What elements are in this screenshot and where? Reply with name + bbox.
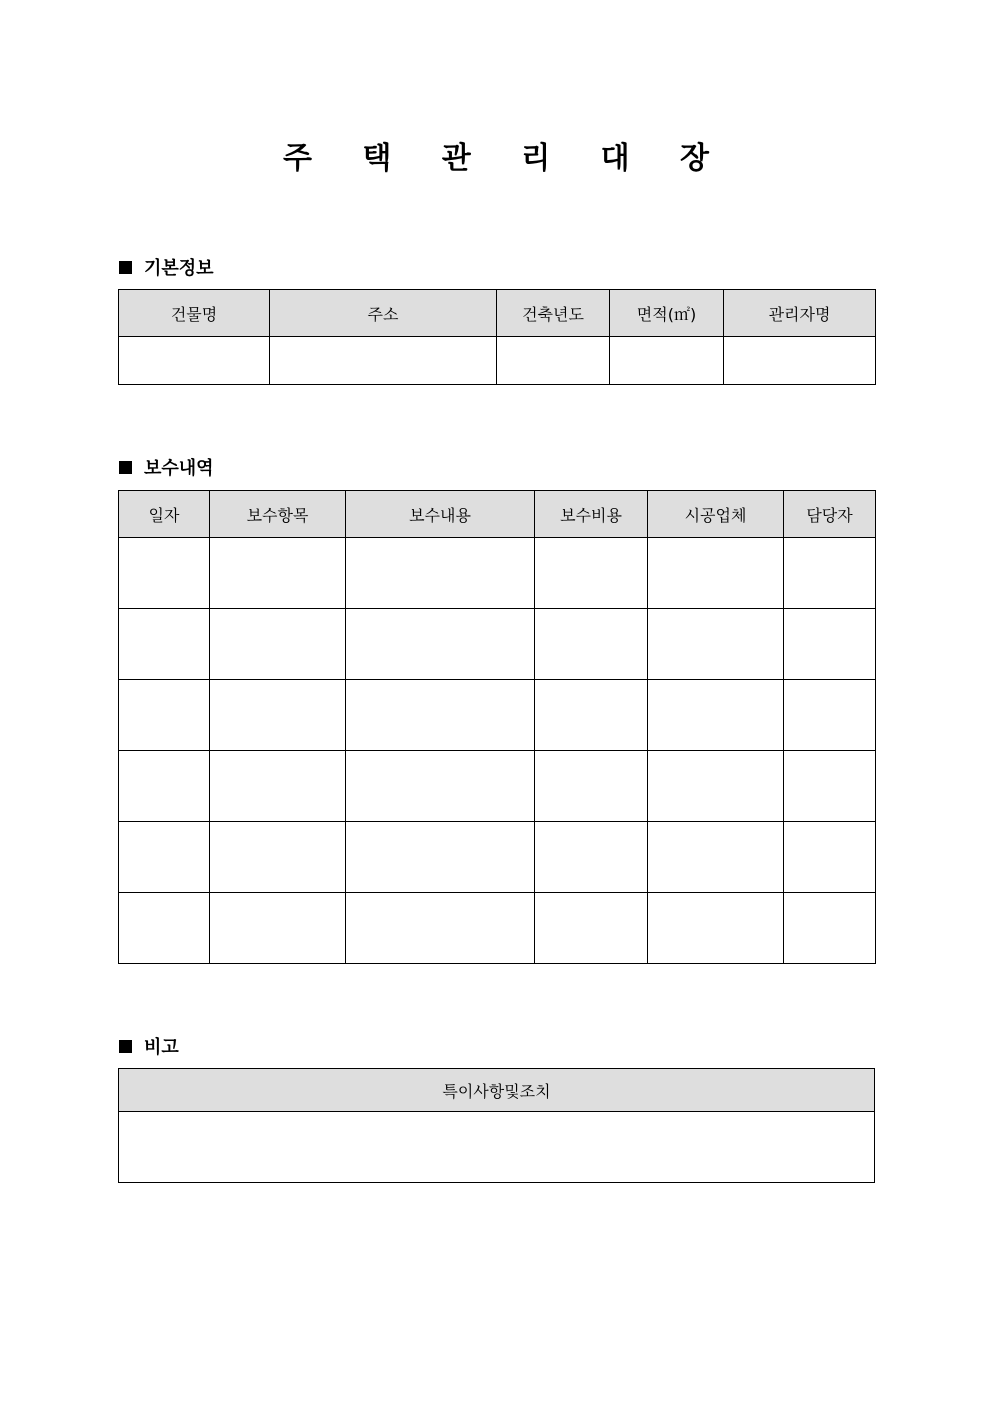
- repair-history-table: [118, 490, 876, 964]
- basic-info-table: [118, 289, 876, 385]
- contractor-cell[interactable]: [648, 680, 784, 751]
- repair-details-cell[interactable]: [346, 538, 535, 609]
- table-row: [119, 609, 876, 680]
- repair-cost-cell[interactable]: [535, 822, 648, 893]
- table-row: [119, 751, 876, 822]
- table-row: [119, 680, 876, 751]
- column-header-special-notes: 특이사항및조치: [119, 1069, 875, 1112]
- column-header-contractor: 시공업체: [648, 491, 784, 538]
- table-row: [119, 893, 876, 964]
- date-cell[interactable]: [119, 609, 210, 680]
- column-header-person-in-charge: 담당자: [784, 491, 876, 538]
- column-header-repair-cost: 보수비용: [535, 491, 648, 538]
- column-header-build-year: 건축년도: [497, 290, 610, 337]
- table-header-row: [119, 491, 876, 538]
- table-row: [119, 538, 876, 609]
- date-cell[interactable]: [119, 893, 210, 964]
- square-bullet-icon: [119, 261, 132, 274]
- document-title: 주 택 관 리 대 장: [282, 141, 730, 176]
- person-in-charge-cell[interactable]: [784, 680, 876, 751]
- contractor-cell[interactable]: [648, 822, 784, 893]
- section-heading-label: 비고: [144, 1037, 179, 1058]
- contractor-cell[interactable]: [648, 751, 784, 822]
- section-heading-basic-info: [119, 254, 214, 280]
- remarks-table: [118, 1068, 875, 1183]
- repair-cost-cell[interactable]: [535, 751, 648, 822]
- repair-item-cell[interactable]: [210, 893, 346, 964]
- repair-item-cell[interactable]: [210, 538, 346, 609]
- table-header-row: [119, 1069, 875, 1112]
- repair-item-cell[interactable]: [210, 822, 346, 893]
- area-cell[interactable]: [610, 337, 724, 385]
- table-row: [119, 337, 876, 385]
- repair-cost-cell[interactable]: [535, 538, 648, 609]
- person-in-charge-cell[interactable]: [784, 751, 876, 822]
- repair-cost-cell[interactable]: [535, 609, 648, 680]
- repair-details-cell[interactable]: [346, 751, 535, 822]
- section-heading-label: 보수내역: [144, 458, 214, 479]
- column-header-address: 주소: [270, 290, 497, 337]
- person-in-charge-cell[interactable]: [784, 822, 876, 893]
- repair-details-cell[interactable]: [346, 822, 535, 893]
- column-header-building-name: 건물명: [119, 290, 270, 337]
- square-bullet-icon: [119, 1040, 132, 1053]
- section-heading-label: 기본정보: [144, 258, 214, 279]
- date-cell[interactable]: [119, 822, 210, 893]
- contractor-cell[interactable]: [648, 609, 784, 680]
- date-cell[interactable]: [119, 680, 210, 751]
- build-year-cell[interactable]: [497, 337, 610, 385]
- building-name-cell[interactable]: [119, 337, 270, 385]
- table-row: [119, 1112, 875, 1183]
- repair-item-cell[interactable]: [210, 680, 346, 751]
- person-in-charge-cell[interactable]: [784, 893, 876, 964]
- manager-name-cell[interactable]: [724, 337, 876, 385]
- section-heading-remarks: [119, 1033, 179, 1059]
- contractor-cell[interactable]: [648, 893, 784, 964]
- special-notes-cell[interactable]: [119, 1112, 875, 1183]
- repair-item-cell[interactable]: [210, 751, 346, 822]
- repair-item-cell[interactable]: [210, 609, 346, 680]
- column-header-date: 일자: [119, 491, 210, 538]
- column-header-area: 면적(㎡): [610, 290, 724, 337]
- repair-cost-cell[interactable]: [535, 893, 648, 964]
- table-header-row: [119, 290, 876, 337]
- square-bullet-icon: [119, 461, 132, 474]
- column-header-repair-item: 보수항목: [210, 491, 346, 538]
- contractor-cell[interactable]: [648, 538, 784, 609]
- table-row: [119, 822, 876, 893]
- date-cell[interactable]: [119, 538, 210, 609]
- repair-details-cell[interactable]: [346, 893, 535, 964]
- repair-details-cell[interactable]: [346, 609, 535, 680]
- repair-details-cell[interactable]: [346, 680, 535, 751]
- repair-cost-cell[interactable]: [535, 680, 648, 751]
- person-in-charge-cell[interactable]: [784, 609, 876, 680]
- address-cell[interactable]: [270, 337, 497, 385]
- person-in-charge-cell[interactable]: [784, 538, 876, 609]
- column-header-manager-name: 관리자명: [724, 290, 876, 337]
- date-cell[interactable]: [119, 751, 210, 822]
- column-header-repair-details: 보수내용: [346, 491, 535, 538]
- section-heading-repair-history: [119, 454, 214, 480]
